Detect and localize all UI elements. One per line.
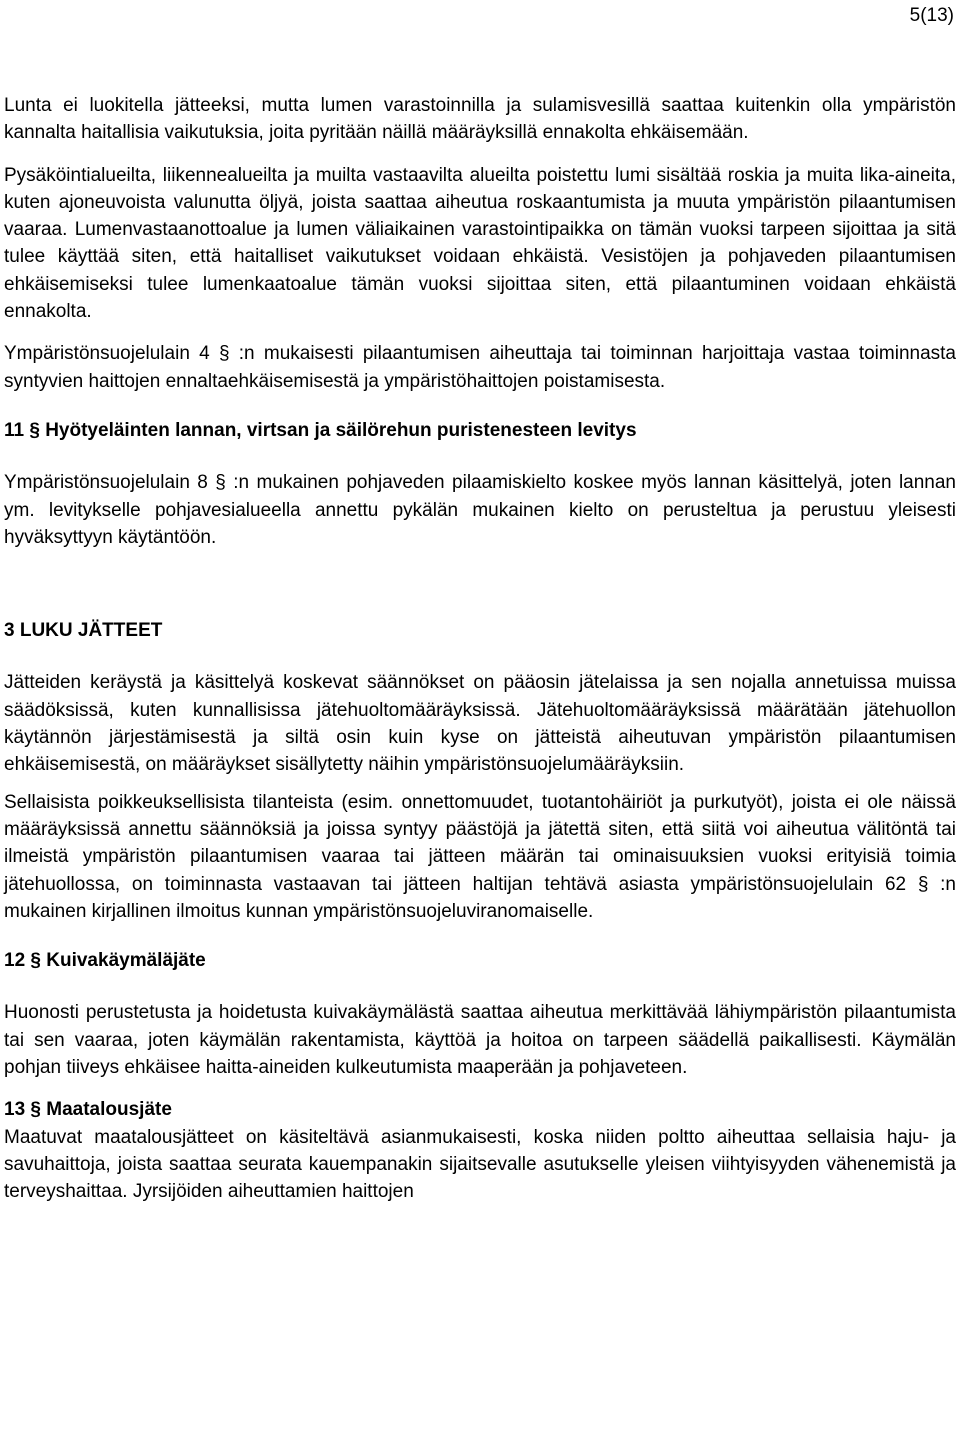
paragraph-polluter-responsibility: Ympäristönsuojelulain 4 § :n mukaisesti pilaantumisen aiheuttaja tai toiminnan harjoittaja vastaa toiminnasta syntyvien haittojen ennaltaehkäisemisestä ja ympäristöhaittojen poistamisesta. <box>4 343 956 392</box>
page-number: 5(13) <box>909 5 954 26</box>
paragraph-exceptional-situations: Sellaisista poikkeuksellisista tilanteista (esim. onnettomuudet, tuotantohäiriöt ja purkutyöt), joista ei ole näissä määräyksissä annettu säännöksiä ja joissa syntyy päästöjä ja jätettä siten, että siitä voi aiheutua välitöntä tai ilmeistä ympäristön pilaantumisen vaaraa tai jätteen määrän tai ominaisuuksien vuoksi erityisiä toimia jätehuollossa, on toiminnasta vastaavan tai jätteen haltijan tehtävä asiasta ympäristönsuojelulain 62 § :n mukainen kirjallinen ilmoitus kunnan ympäristönsuojeluviranomaiselle. <box>4 791 956 922</box>
section-heading-13: 13 § Maatalousjäte <box>4 1099 172 1121</box>
document-body <box>4 92 956 1206</box>
paragraph-dry-toilet: Huonosti perustetusta ja hoidetusta kuivakäymälästä saattaa aiheutua merkittävää lähiympäristön pilaantumista tai sen vaaraa, joten käymälän rakentamista, käyttöä ja hoitoa on tarpeen säädellä paikallisesti. Käymälän pohjan tiiveys ehkäisee haitta-aineiden kulkeutumista maaperään ja pohjaveteen. <box>4 1002 956 1079</box>
chapter-heading-waste: 3 LUKU JÄTTEET <box>4 620 163 642</box>
paragraph-snow-intro: Lunta ei luokitella jätteeksi, mutta lumen varastoinnilla ja sulamisvesillä saattaa kuitenkin olla ympäristön kannalta haitallisia vaikutuksia, joita pyritään näillä määräyksillä ennakolta ehkäisemään. <box>4 95 956 144</box>
paragraph-agricultural-waste: Maatuvat maatalousjätteet on käsiteltävä asianmukaisesti, koska niiden poltto aiheuttaa sellaisia haju- ja savuhaittoja, joista saattaa seurata kauempanakin sijaitsevalle asutukselle yleisen viihtyisyyden vähenemistä ja terveyshaittaa. Jyrsijöiden aiheuttamien haittojen <box>4 1126 956 1203</box>
paragraph-manure-groundwater: Ympäristönsuojelulain 8 § :n mukainen pohjaveden pilaamiskielto koskee myös lannan käsittelyä, joten lannan ym. levitykselle pohjavesialueella annettu pykälän mukainen kielto on perusteltua ja perustuu yleisesti hyväksyttyyn käytäntöön. <box>4 472 956 548</box>
paragraph-snow-contaminants: Pysäköintialueilta, liikennealueilta ja muilta vastaavilta alueilta poistettu lumi sisältää roskia ja muita lika-aineita, kuten ajoneuvoista valunutta öljyä, joista saattaa aiheutua roskaantumista ja muuta ympäristön pilaantumisen vaaraa. Lumenvastaanottoalue ja lumen väliaikainen varastointipaikka on tämän vuoksi tarpeen sijoittaa ja sitä tulee käyttää siten, että haitalliset vaikutukset voidaan ehkäistä. Vesistöjen ja pohjaveden pilaantumisen ehkäisemiseksi tulee lumenkaatoalue tämän vuoksi sijoittaa siten, että pilaantuminen voidaan ehkäistä ennakolta. <box>4 164 956 323</box>
paragraph-waste-regulations: Jätteiden keräystä ja käsittelyä koskevat säännökset on pääosin jätelaissa ja sen nojalla annetuissa muissa säädöksissä, kuten kunnallisissa jätehuoltomääräyksissä. Jätehuoltomääräyksissä määrätään jätehuollon käytännön järjestämisestä ja siltä osin kuin kyse on jätteistä aiheutuvan ympäristön pilaantumisen ehkäisemisestä, on määräykset sisällytetty näihin ympäristönsuojelumääräyksiin. <box>4 672 956 776</box>
section-heading-12: 12 § Kuivakäymäläjäte <box>4 950 206 972</box>
section-heading-11: 11 § Hyötyeläinten lannan, virtsan ja säilörehun puristenesteen levitys <box>4 419 637 441</box>
